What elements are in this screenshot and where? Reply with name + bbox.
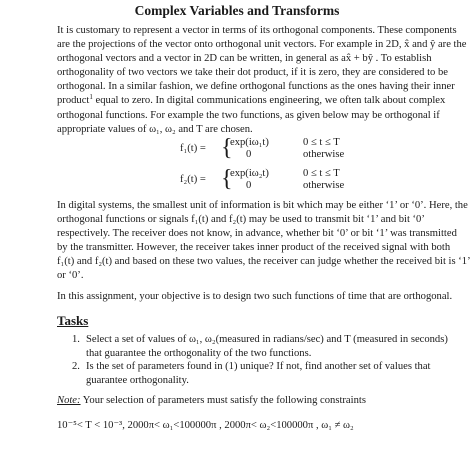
task-line: that guarantee the orthogonality of the two functions. [86, 347, 312, 359]
equation-f1 [180, 137, 380, 163]
objective-line: In this assignment, your objective is to design two such functions of time that are orthogonal. [57, 291, 453, 302]
equation-lhs: f₂(t) = [180, 174, 206, 185]
footnote-marker: 1 [89, 93, 93, 102]
intro-line: It is customary to represent a vector in terms of its orthogonal components. These components [57, 25, 457, 36]
digital-line: f₁(t) and f₂(t) and based on these two values, the receiver can judge whether the received bit is ‘1’ [57, 256, 471, 268]
equation-f2 [180, 168, 380, 194]
equation-condition-1: 0 ≤ t ≤ T [303, 168, 340, 179]
intro-line: are the projections of the vector onto orthogonal unit vectors. For example in 2D, x̂ and ŷ are the [57, 39, 467, 51]
digital-line: orthogonal functions or signals f₁(t) and f₂(t) may be used to transmit bit ‘1’ and bit ‘0’ [57, 214, 425, 226]
brace-icon: { [221, 166, 233, 192]
brace-icon: { [221, 135, 233, 161]
intro-line: orthogonal. In a similar fashion, we define orthogonal functions as the ones having their inner [57, 81, 455, 93]
intro-line-end: equal to zero. In digital communications engineering, we often talk about complex [92, 95, 446, 107]
equation-condition-2: otherwise [303, 180, 345, 191]
intro-line: orthogonality of two vectors we take their dot product, if it is zero, they are considered to be [57, 67, 448, 79]
task-line: Select a set of values of ω₁, ω₂(measured in radians/sec) and T (measured in seconds) [86, 334, 448, 345]
equation-lhs: f₁(t) = [180, 143, 206, 154]
equation-case-2: 0 [246, 180, 252, 191]
intro-line: appropriate values of ω₁, ω₂ and T are chosen. [57, 123, 253, 135]
equation-case-1: exp(iω₂t) [230, 168, 269, 179]
intro-line: orthogonal vectors and a vector in 2D can be written, in general as ax̂ + bŷ . To establish [57, 53, 432, 65]
equation-case-2: 0 [246, 149, 252, 160]
intro-line-start: product [57, 95, 90, 107]
digital-line: respectively. The receiver does not know, in advance, whether bit ‘0’ or bit ‘1’ was transmitted [57, 228, 457, 240]
constraints-line: 10⁻⁵< T < 10⁻³, 2000π< ω₁<100000π , 2000π< ω₂<100000π , ω₁ ≠ ω₂ [57, 420, 354, 431]
digital-line: In digital systems, the smallest unit of information is bit which may be either ‘1’ or ‘0’. Here, the [57, 200, 468, 211]
objective-paragraph [57, 290, 452, 304]
intro-line-with-footnote [57, 94, 452, 108]
task-line: Is the set of parameters found in (1) unique? If not, find another set of values that [86, 361, 431, 373]
digital-paragraph [57, 199, 471, 284]
tasks-heading: Tasks [57, 313, 89, 328]
tasks-list [72, 333, 452, 387]
document-title: Complex Variables and Transforms [134, 3, 340, 18]
task-line: guarantee orthogonality. [86, 374, 189, 386]
intro-paragraph [57, 24, 467, 137]
digital-line: or ‘0’. [57, 270, 84, 282]
note-line [57, 395, 366, 406]
equation-condition-2: otherwise [303, 149, 345, 160]
equation-case-1: exp(iω₁t) [230, 137, 269, 148]
equation-condition-1: 0 ≤ t ≤ T [303, 137, 340, 148]
intro-line: orthogonal functions. For example the two functions, as given below may be orthogonal if [57, 109, 440, 121]
note-text: Your selection of parameters must satisfy the following constraints [80, 395, 366, 406]
task-number: 1. [72, 334, 80, 345]
task-number: 2. [72, 361, 80, 373]
task-item [72, 360, 452, 387]
task-item [72, 333, 452, 360]
note-label: Note: [57, 395, 81, 406]
digital-line: by the transmitter. However, the receiver takes inner product of the received signal with both [57, 242, 451, 254]
